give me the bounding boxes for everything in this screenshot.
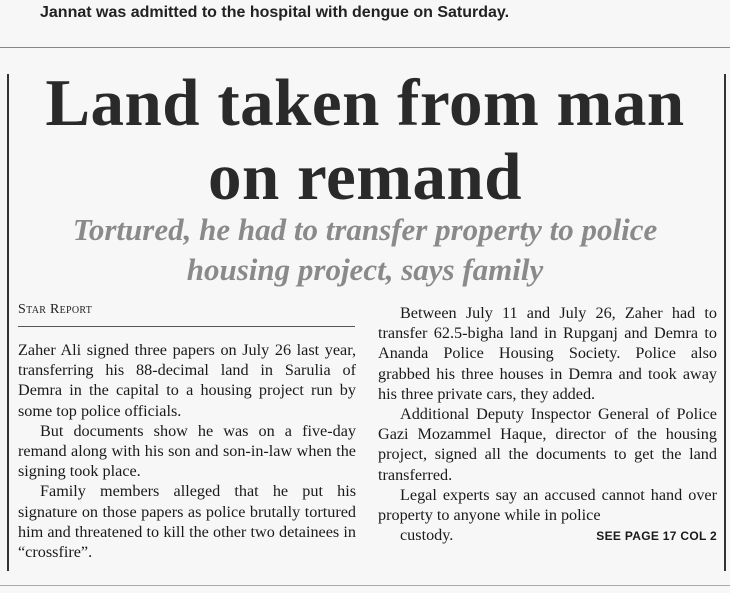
previous-story-text: Jannat was admitted to the hospital with dengue on Saturday. (40, 4, 510, 21)
section-divider (0, 47, 730, 48)
paragraph: Zaher Ali signed three papers on July 26 last year, transferring his 88-decimal land in Sarulia of Demra in the capital to a housing project run by some top police officials. (18, 341, 356, 420)
subhead-line-2: housing project, says family (186, 252, 544, 287)
subheadline (0, 210, 730, 290)
paragraph: Family members alleged that he put his signature on those papers as police brutally tortured him and threatened to kill the other two detainees in “crossfire”. (18, 482, 356, 562)
article-column-right (378, 303, 717, 546)
byline: Star Report (18, 302, 93, 317)
paragraph: Legal experts say an accused cannot hand over property to anyone while in police (378, 485, 717, 525)
paragraph: But documents show he was on a five-day remand along with his son and son-in-law when the signing took place. (18, 421, 356, 481)
article-column-left (18, 340, 356, 562)
continued-on-link[interactable]: SEE PAGE 17 COL 2 (596, 529, 717, 544)
paragraph-end (378, 525, 717, 546)
paragraph-last-word: custody. (400, 526, 454, 545)
previous-story-strip (0, 0, 730, 40)
headline (0, 66, 730, 214)
paragraph: Additional Deputy Inspector General of Police Gazi Mozammel Haque, director of the housing project, signed all the documents to get the land transferred. (378, 405, 717, 484)
headline-line-2: on remand (207, 140, 523, 214)
subhead-line-1: Tortured, he had to transfer property to police (72, 212, 658, 247)
headline-line-1: Land taken from man (45, 66, 685, 140)
paragraph: Between July 11 and July 26, Zaher had to transfer 62.5-bigha land in Rupganj and Demra to Ananda Police Housing Society. Police also grabbed his three houses in Demra and took away his three private cars, they added. (378, 304, 717, 403)
byline-rule (18, 326, 355, 327)
bottom-divider (0, 585, 730, 586)
